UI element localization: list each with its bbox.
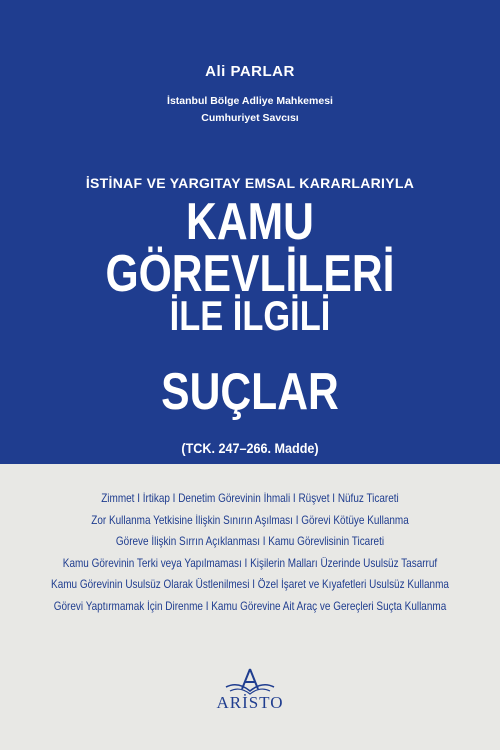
title-line-2: İLE İLGİLİ xyxy=(169,292,331,339)
topic-line: Kamu Görevinin Terki veya Yapılmaması I Kişilerin Malları Üzerinde Usulsüz Tasarruf xyxy=(62,556,438,570)
topic-line: Zimmet I İrtikap I Denetim Görevinin İhmali I Rüşvet I Nüfuz Ticareti xyxy=(101,492,399,505)
author-name: Ali PARLAR xyxy=(205,63,295,80)
author-affiliation-role: Cumhuriyet Savcısı xyxy=(201,112,299,124)
title-subtitle: (TCK. 247–266. Madde) xyxy=(181,440,319,456)
title-kicker: İSTİNAF VE YARGITAY EMSAL KARARLARIYLA xyxy=(85,175,415,191)
open-book-icon xyxy=(222,667,278,695)
title-line-3: SUÇLAR xyxy=(161,363,339,421)
publisher-logo xyxy=(0,667,500,713)
author-affiliation-court: İstanbul Bölge Adliye Mahkemesi xyxy=(167,95,333,107)
publisher-name: ARİSTO xyxy=(216,693,284,712)
title-line-1: KAMU GÖREVLİLERİ xyxy=(105,193,395,303)
topic-line: Göreve İlişkin Sırrın Açıklanması I Kamu Görevlisinin Ticareti xyxy=(115,535,385,548)
topic-line: Zor Kullanma Yetkisine İlişkin Sınırın Aşılması I Görevi Kötüye Kullanma xyxy=(91,513,409,527)
topic-line: Kamu Görevinin Usulsüz Olarak Üstlenilmesi I Özel İşaret ve Kıyafetleri Usulsüz Kullanma xyxy=(51,578,449,591)
topic-line: Görevi Yaptırmamak İçin Direnme I Kamu Görevine Ait Araç ve Gereçleri Suçta Kullanma xyxy=(53,599,447,613)
topics-list xyxy=(0,488,500,617)
